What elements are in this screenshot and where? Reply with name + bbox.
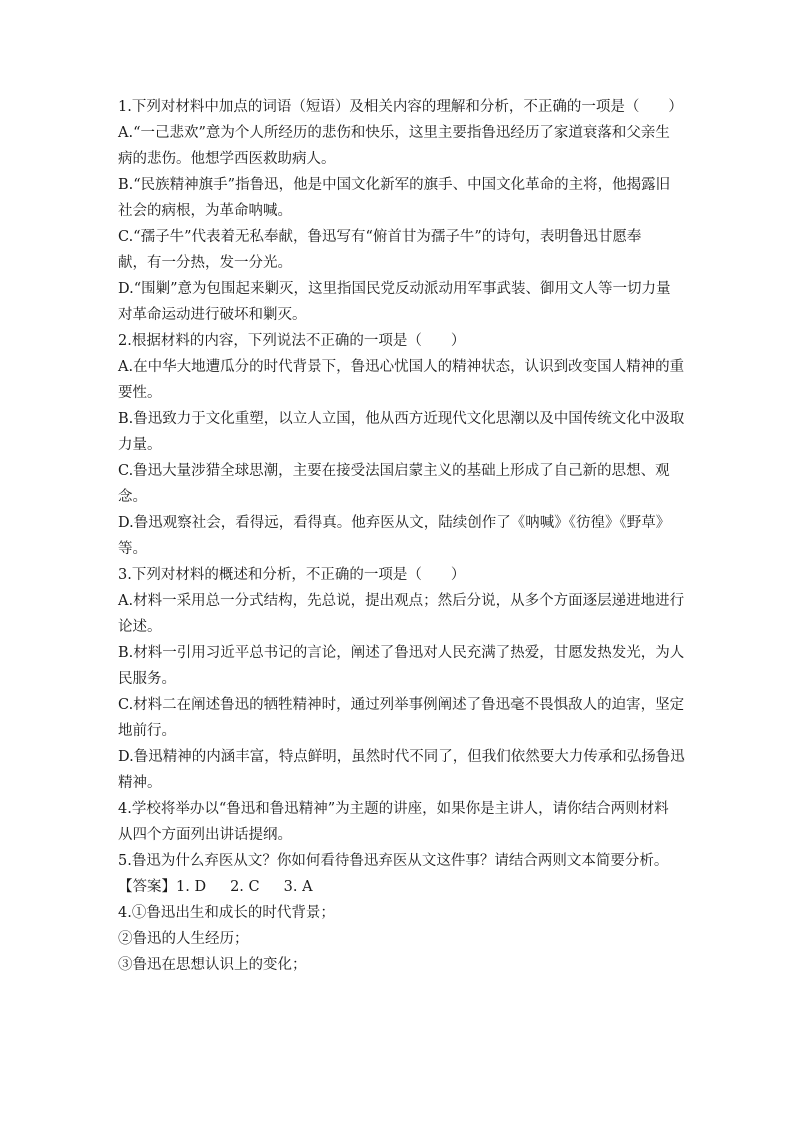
q1-option-d: D.“围剿”意为包围起来剿灭，这里指国民党反动派动用军事武装、御用文人等一切力量 xyxy=(118,281,671,297)
q1-option-a: A.“一己悲欢”意为个人所经历的悲伤和快乐，这里主要指鲁迅经历了家道衰落和父亲生 xyxy=(118,125,670,141)
q2-stem: 2.根据材料的内容，下列说法不正确的一项是（ ） xyxy=(118,333,466,349)
q3-option-d: D.鲁迅精神的内涵丰富，特点鲜明，虽然时代不同了，但我们依然要大力传承和弘扬鲁迅 xyxy=(118,749,685,765)
document-body xyxy=(118,94,685,978)
q3-stem: 3.下列对材料的概述和分析，不正确的一项是（ ） xyxy=(118,567,466,583)
answer-4-point-3: ③鲁迅在思想认识上的变化； xyxy=(118,957,307,973)
q2-option-b: B.鲁迅致力于文化重塑，以立人立国，他从西方近现代文化思潮以及中国传统文化中汲取 xyxy=(118,411,685,427)
answer-item-2: 2. C xyxy=(230,879,260,895)
answer-item-1: 1. D xyxy=(176,879,207,895)
q1-option-c: C.“孺子牛”代表着无私奉献，鲁迅写有“俯首甘为孺子牛”的诗句，表明鲁迅甘愿奉 xyxy=(118,229,642,245)
q2-option-d-cont: 等。 xyxy=(118,541,147,557)
q3-option-b: B.材料一引用习近平总书记的言论，阐述了鲁迅对人民充满了热爱，甘愿发热发光，为人 xyxy=(118,645,685,661)
q2-option-a-cont: 要性。 xyxy=(118,385,162,401)
q3-option-c-cont: 地前行。 xyxy=(118,723,176,739)
q1-stem: 1.下列对材料中加点的词语（短语）及相关内容的理解和分析，不正确的一项是（ ） xyxy=(118,99,683,115)
q3-option-b-cont: 民服务。 xyxy=(118,671,176,687)
q2-option-b-cont: 力量。 xyxy=(118,437,162,453)
q3-option-a-cont: 论述。 xyxy=(118,619,162,635)
answer-row xyxy=(118,874,680,900)
q3-option-a: A.材料一采用总一分式结构，先总说，提出观点；然后分说，从多个方面逐层递进地进行 xyxy=(118,593,685,609)
q2-option-d: D.鲁迅观察社会，看得远，看得真。他弃医从文，陆续创作了《呐喊》《彷徨》《野草》 xyxy=(118,515,671,531)
q2-option-c: C.鲁迅大量涉猎全球思潮，主要在接受法国启蒙主义的基础上形成了自己新的思想、观 xyxy=(118,463,670,479)
q1-option-d-cont: 对革命运动进行破坏和剿灭。 xyxy=(118,307,307,323)
q1-option-b-cont: 社会的病根，为革命呐喊。 xyxy=(118,203,292,219)
q4-stem: 4.学校将举办以“鲁迅和鲁迅精神”为主题的讲座，如果你是主讲人，请你结合两则材料 xyxy=(118,801,669,817)
answer-item-3: 3. A xyxy=(283,879,313,895)
answer-4-point-2: ②鲁迅的人生经历； xyxy=(118,931,249,947)
q4-stem-cont: 从四个方面列出讲话提纲。 xyxy=(118,827,292,843)
q1-option-b: B.“民族精神旗手”指鲁迅，他是中国文化新军的旗手、中国文化革命的主将，他揭露旧 xyxy=(118,177,671,193)
q3-option-c: C.材料二在阐述鲁迅的牺牲精神时，通过列举事例阐述了鲁迅毫不畏惧敌人的迫害，坚定 xyxy=(118,697,685,713)
q2-option-a: A.在中华大地遭瓜分的时代背景下，鲁迅心忧国人的精神状态，认识到改变国人精神的重 xyxy=(118,359,685,375)
q1-option-a-cont: 病的悲伤。他想学西医救助病人。 xyxy=(118,151,336,167)
answer-label: 【答案】 xyxy=(118,879,176,895)
q2-option-c-cont: 念。 xyxy=(118,489,147,505)
q3-option-d-cont: 精神。 xyxy=(118,775,162,791)
q5-stem: 5.鲁迅为什么弃医从文？你如何看待鲁迅弃医从文这件事？请结合两则文本简要分析。 xyxy=(118,853,669,869)
q1-option-c-cont: 献，有一分热，发一分光。 xyxy=(118,255,292,271)
answer-4-point-1: 4.①鲁迅出生和成长的时代背景； xyxy=(118,905,335,921)
